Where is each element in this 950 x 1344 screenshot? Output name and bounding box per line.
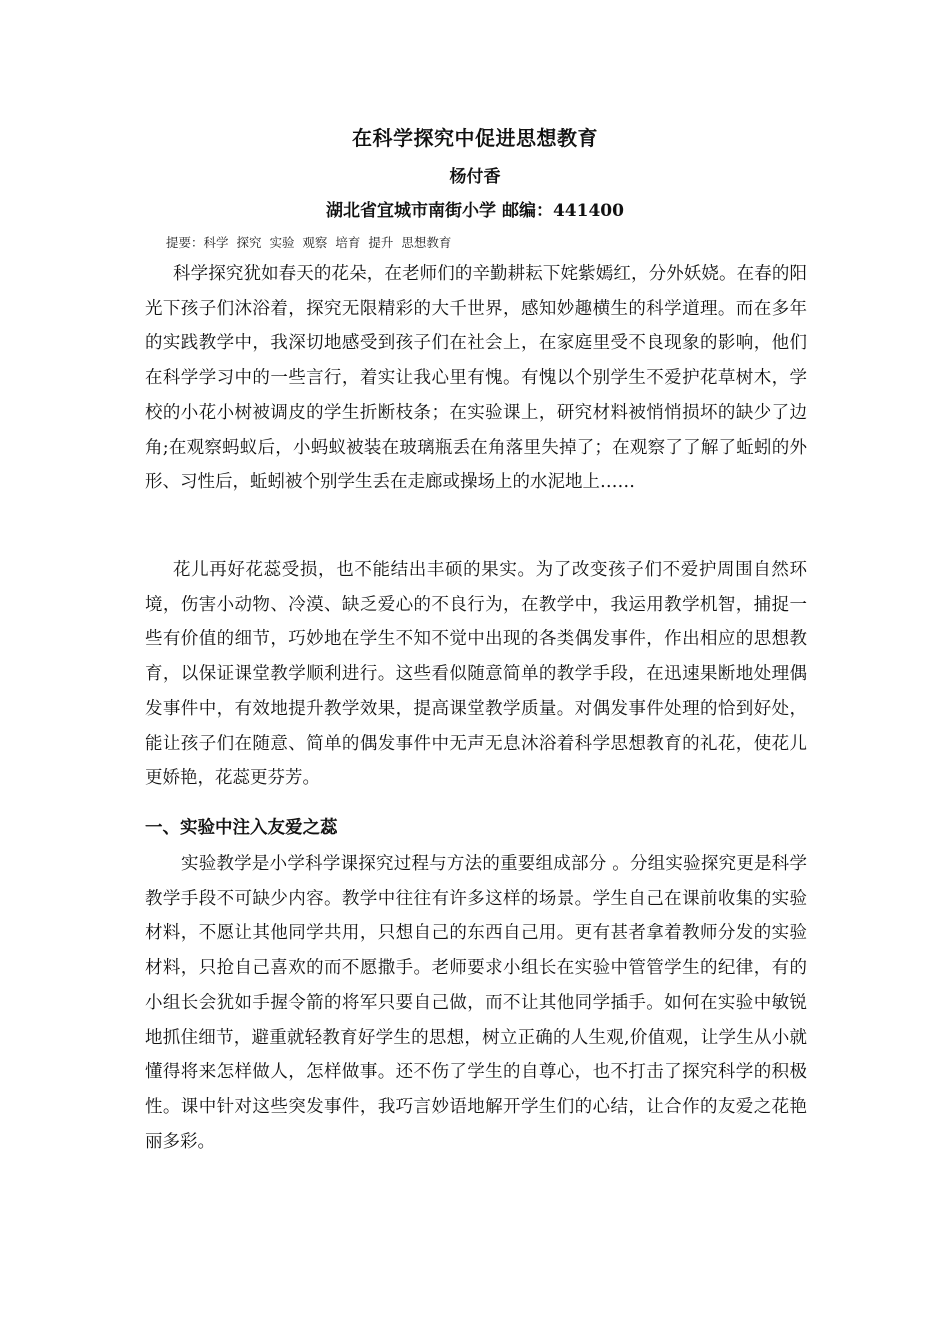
body-paragraph-3: 实验教学是小学科学课探究过程与方法的重要组成部分 。分组实验探究更是科学教学手段不可缺少内容。教学中往往有许多这样的场景。学生自己在课前收集的实验材料，不愿让其他同学共用，只想自己的东西自己用。更有甚者拿着教师分发的实验材料，只抢自己喜欢的而不愿撒手。老师要求小组长在实验中管管学生的纪律，有的小组长会犹如手握令箭的将军只要自己做，而不让其他同学插手。如何在实验中敏锐地抓住细节，避重就轻教育好学生的思想，树立正确的人生观,价值观，让学生从小就懂得将来怎样做人，怎样做事。还不伤了学生的自尊心，也不打击了探究科学的积极性。课中针对这些突发事件，我巧言妙语地解开学生们的心结，让合作的友爱之花艳丽多彩。 — [145, 854, 807, 1152]
author-affiliation: 湖北省宜城市南街小学 邮编：441400 — [326, 201, 624, 221]
body-paragraph-2: 花儿再好花蕊受损，也不能结出丰硕的果实。为了改变孩子们不爱护周围自然环境，伤害小动物、冷漠、缺乏爱心的不良行为，在教学中，我运用教学机智，捕捉一些有价值的细节，巧妙地在学生不知不觉中出现的各类偶发事件，作出相应的思想教育，以保证课堂教学顺利进行。这些看似随意简单的教学手段，在迅速果断地处理偶发事件中，有效地提升教学效果，提高课堂教学质量。对偶发事件处理的恰到好处，能让孩子们在随意、简单的偶发事件中无声无息沐浴着科学思想教育的礼花，使花儿更娇艳，花蕊更芬芳。 — [145, 560, 807, 789]
author-name: 杨付香 — [449, 167, 501, 187]
keywords-line: 提要：科学 探究 实验 观察 培育 提升 思想教育 — [166, 235, 452, 250]
section-heading: 一、实验中注入友爱之蕊 — [145, 818, 338, 838]
document-title: 在科学探究中促进思想教育 — [352, 126, 598, 150]
body-paragraph-1: 科学探究犹如春天的花朵，在老师们的辛勤耕耘下姹紫嫣红，分外妖娆。在春的阳光下孩子们沐浴着，探究无限精彩的大千世界，感知妙趣横生的科学道理。而在多年的实践教学中，我深切地感受到孩子们在社会上，在家庭里受不良现象的影响，他们在科学学习中的一些言行，着实让我心里有愧。有愧以个别学生不爱护花草树木，学校的小花小树被调皮的学生折断枝条；在实验课上，研究材料被悄悄损坏的缺少了边角;在观察蚂蚁后，小蚂蚁被装在玻璃瓶丢在角落里失掉了；在观察了了解了蚯蚓的外形、习性后，蚯蚓被个别学生丢在走廊或操场上的水泥地上…… — [145, 264, 807, 493]
